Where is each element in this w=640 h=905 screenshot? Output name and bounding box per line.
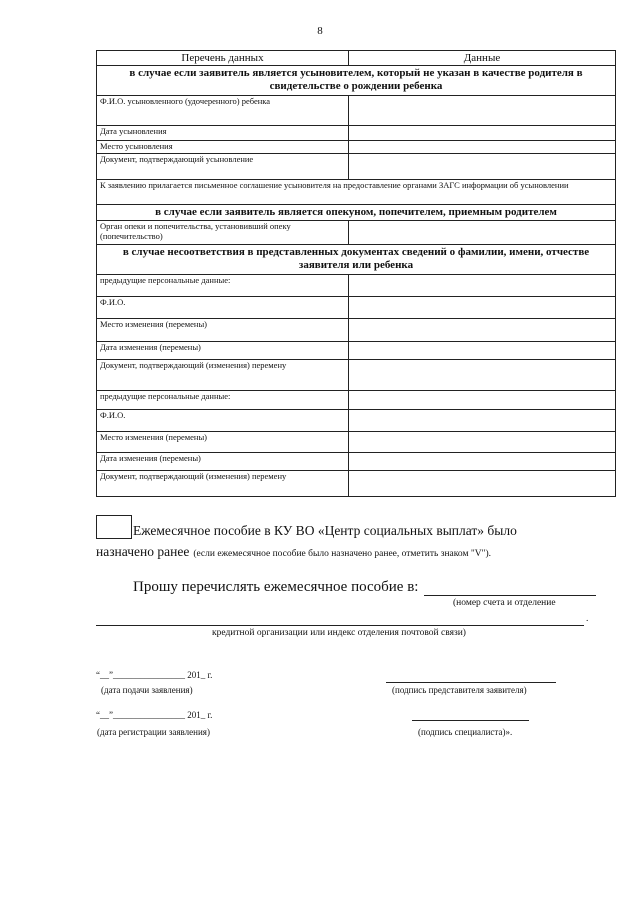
specialist-signature-line[interactable] xyxy=(412,719,529,721)
account-number-line[interactable] xyxy=(424,594,596,596)
row-label: Дата изменения (перемены) xyxy=(97,342,349,360)
section-header-row xyxy=(97,205,616,221)
transfer-label: Прошу перечислять ежемесячное пособие в: xyxy=(133,579,419,595)
data-cell[interactable] xyxy=(349,360,616,391)
section-adoptive-title: в случае если заявитель является усыновителем, который не указан в качестве родителя в свидетельстве о рождении ребенка xyxy=(97,66,616,96)
data-cell[interactable] xyxy=(349,471,616,497)
table-row xyxy=(97,154,616,180)
row-label: Место усыновления xyxy=(97,141,349,154)
row-label: Документ, подтверждающий усыновление xyxy=(97,154,349,180)
data-cell[interactable] xyxy=(349,141,616,154)
section-header-row xyxy=(97,245,616,275)
row-label: Ф.И.О. xyxy=(97,410,349,432)
section-guardian-title: в случае если заявитель является опекуном, попечителем, приемным родителем xyxy=(97,205,616,221)
table-row xyxy=(97,275,616,297)
table-row xyxy=(97,319,616,342)
table-row xyxy=(97,141,616,154)
bank-details-line[interactable] xyxy=(96,624,584,626)
table-row xyxy=(97,297,616,319)
row-label: Документ, подтверждающий (изменения) перемену xyxy=(97,471,349,497)
data-cell[interactable] xyxy=(349,391,616,410)
account-caption: (номер счета и отделение xyxy=(453,598,556,608)
section-mismatch-title: в случае несоответствия в представленных документах сведений о фамилии, имени, отчестве заявителя или ребенка xyxy=(97,245,616,275)
row-label: Документ, подтверждающий (изменения) перемену xyxy=(97,360,349,391)
table-row xyxy=(97,180,616,205)
submission-date-label: (дата подачи заявления) xyxy=(101,685,193,695)
row-label: предыдущие персональные данные: xyxy=(97,275,349,297)
table-row xyxy=(97,471,616,497)
table-header-row xyxy=(97,51,616,66)
data-cell[interactable] xyxy=(349,432,616,453)
data-cell[interactable] xyxy=(349,410,616,432)
data-cell[interactable] xyxy=(349,126,616,141)
table-row xyxy=(97,221,616,245)
row-label: Ф.И.О. усыновленного (удочеренного) ребенка xyxy=(97,96,349,126)
allowance-mark-note: (если ежемесячное пособие было назначено ранее, отметить знаком "V"). xyxy=(193,549,492,559)
previously-assigned-checkbox[interactable] xyxy=(96,515,132,539)
table-row xyxy=(97,391,616,410)
table-row xyxy=(97,432,616,453)
data-cell[interactable] xyxy=(349,154,616,180)
column-header-list: Перечень данных xyxy=(97,51,349,66)
allowance-assigned-text: назначено ранее xyxy=(96,544,190,559)
bank-caption: кредитной организации или индекс отделения почтовой связи) xyxy=(212,628,466,638)
row-label: предыдущие персональные данные: xyxy=(97,391,349,410)
column-header-data: Данные xyxy=(349,51,616,66)
data-table xyxy=(96,50,616,497)
bank-line-dot: . xyxy=(586,614,589,624)
row-label: Орган опеки и попечительства, установивший опеку (попечительство) xyxy=(97,221,349,245)
registration-date-label: (дата регистрации заявления) xyxy=(97,727,210,737)
table-row xyxy=(97,360,616,391)
row-label: Дата изменения (перемены) xyxy=(97,453,349,471)
specialist-signature-label: (подпись специалиста)». xyxy=(418,727,513,737)
data-cell[interactable] xyxy=(349,342,616,360)
data-cell[interactable] xyxy=(349,319,616,342)
data-cell[interactable] xyxy=(349,96,616,126)
table-row xyxy=(97,453,616,471)
data-cell[interactable] xyxy=(349,221,616,245)
submission-date-field[interactable]: “__”________________ 201_ г. xyxy=(96,670,213,680)
table-row xyxy=(97,410,616,432)
row-label: Место изменения (перемены) xyxy=(97,319,349,342)
data-cell[interactable] xyxy=(349,453,616,471)
section-header-row xyxy=(97,66,616,96)
representative-signature-label: (подпись представителя заявителя) xyxy=(392,685,527,695)
representative-signature-line[interactable] xyxy=(386,681,556,683)
data-cell[interactable] xyxy=(349,297,616,319)
allowance-text-line1: Ежемесячное пособие в КУ ВО «Центр социальных выплат» было xyxy=(133,523,517,538)
table-row xyxy=(97,126,616,141)
page-number: 8 xyxy=(317,25,323,37)
consent-note: К заявлению прилагается письменное соглашение усыновителя на предоставление органами ЗАГС информации об усыновлении xyxy=(97,180,616,205)
allowance-text-line2 xyxy=(96,543,491,561)
row-label: Дата усыновления xyxy=(97,126,349,141)
row-label: Ф.И.О. xyxy=(97,297,349,319)
data-cell[interactable] xyxy=(349,275,616,297)
registration-date-field[interactable]: “__”________________ 201_ г. xyxy=(96,710,213,720)
table-row xyxy=(97,96,616,126)
row-label: Место изменения (перемены) xyxy=(97,432,349,453)
table-row xyxy=(97,342,616,360)
